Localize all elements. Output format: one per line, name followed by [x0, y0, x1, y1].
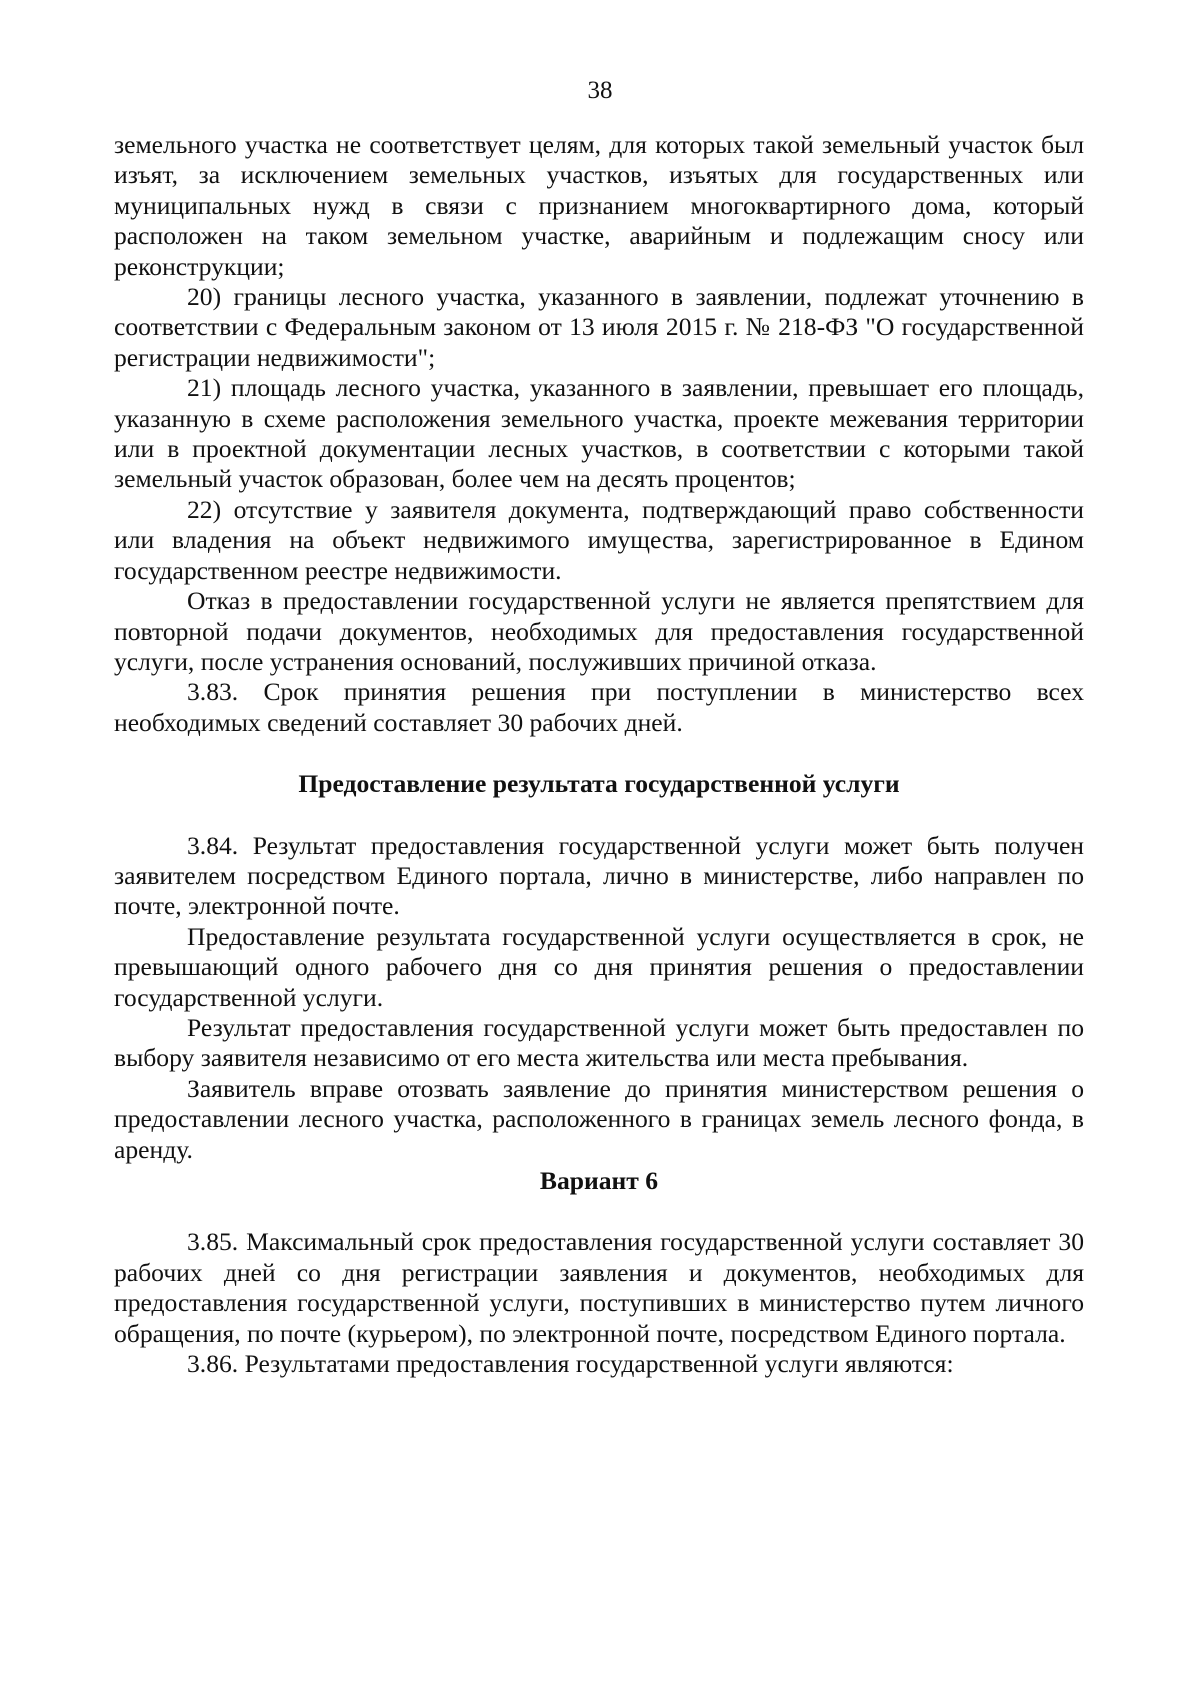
paragraph: 21) площадь лесного участка, указанного в заявлении, превышает его площадь, указанную в схеме расположения земельного участка, проекте межевания территории или в проектной документации лесных участков, в соответствии с которыми такой земельный участок образован, более чем на десять процентов;: [114, 373, 1084, 494]
paragraph: Заявитель вправе отозвать заявление до принятия министерством решения о предоставлении лесного участка, расположенного в границах земель лесного фонда, в аренду.: [114, 1073, 1084, 1164]
paragraph: Отказ в предоставлении государственной услуги не является препятствием для повторной подачи документов, необходимых для предоставления государственной услуги, после устранения оснований, послуживших причиной отказа.: [114, 586, 1084, 676]
paragraph: 3.86. Результатами предоставления государственной услуги являются:: [187, 1349, 954, 1379]
document-body: [114, 130, 1084, 1379]
paragraph: Предоставление результата государственной услуги осуществляется в срок, не превышающий одного рабочего дня со дня принятия решения о предоставлении государственной услуги.: [114, 921, 1084, 1012]
section-heading: Предоставление результата государственной услуги: [298, 769, 900, 799]
paragraph: Результат предоставления государственной услуги может быть предоставлен по выбору заявителя независимо от его места жительства или места пребывания.: [114, 1012, 1084, 1073]
paragraph: 3.85. Максимальный срок предоставления государственной услуги составляет 30 рабочих дней со дня регистрации заявления и документов, необходимых для предоставления государственной услуги, поступивших в министерство путем личного обращения, по почте (курьером), по электронной почте, посредством Единого портала.: [114, 1227, 1084, 1348]
paragraph: 20) границы лесного участка, указанного в заявлении, подлежат уточнению в соответствии с Федеральным законом от 13 июля 2015 г. № 218-ФЗ "О государственной регистрации недвижимости";: [114, 282, 1084, 372]
page-number: 38: [587, 77, 613, 104]
paragraph: земельного участка не соответствует целям, для которых такой земельный участок был изъят, за исключением земельных участков, изъятых для государственных или муниципальных нужд в связи с признанием многоквартирного дома, который расположен на таком земельном участке, аварийным и подлежащим сносу или реконструкции;: [114, 130, 1084, 281]
variant-heading: Вариант 6: [539, 1166, 659, 1195]
paragraph: 22) отсутствие у заявителя документа, подтверждающий право собственности или владения на объект недвижимого имущества, зарегистрированное в Едином государственном реестре недвижимости.: [114, 494, 1084, 585]
paragraph: 3.84. Результат предоставления государственной услуги может быть получен заявителем посредством Единого портала, лично в министерстве, либо направлен по почте, электронной почте.: [114, 830, 1084, 921]
paragraph: 3.83. Срок принятия решения при поступлении в министерство всех необходимых сведений составляет 30 рабочих дней.: [114, 677, 1084, 737]
